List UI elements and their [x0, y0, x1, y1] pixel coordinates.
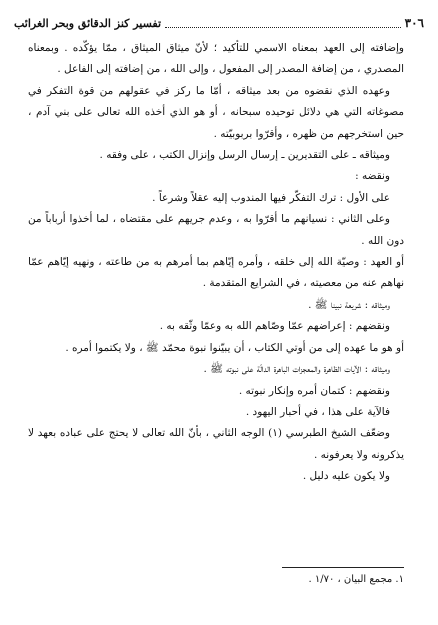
paragraph: ولا يكون عليه دليل .: [302, 470, 390, 483]
paragraph: ونقضهم : كتمان أمره وإنكار نبوته .: [238, 384, 390, 397]
paragraph: وميثاقه ـ على التقديرين ـ إرسال الرسل وإنزال الكتب ، على وفقه .: [99, 149, 390, 162]
paragraph: وعهده الذي نقضوه من بعد ميثاقه ، أمّا ما ركز في عقولهم من قوة التفكر في مصوغاته التي هي دلائل توحيده سبحانه ، أو هو الذي أخذه الله تعالى على بني آدم ، حين استخرجهم من ظهره ، وأقرّوا بربوبيّته .: [28, 84, 404, 140]
paragraph: وعلى الثاني : نسيانهم ما أقرّوا به ، وعدم جريهم على مقتضاه ، لما أخذوا أرباباً من دون الله .: [28, 213, 404, 247]
header-dotted-leader: [165, 18, 401, 28]
paragraph: وميثاقه : الآيات الظاهرة والمعجزات الباهرة الدالّة على نبوته ﷺ .: [203, 363, 390, 376]
footnote: ١. مجمع البيان ، ١/٧٠ .: [308, 574, 404, 585]
paragraph: ونقضه :: [355, 170, 390, 183]
main-text: [28, 38, 404, 488]
page-number: ٣٠٦: [404, 16, 424, 30]
footnote-separator: [282, 567, 404, 568]
paragraph: وإضافته إلى العهد بمعناه الاسمي للتأكيد ؛ لأنّ ميثاق الميثاق ، ممّا يؤكّده . وبمعناه المصدري ، من إضافة المصدر إلى المفعول ، وإلى الله ، من إضافته إلى الفاعل .: [28, 42, 404, 76]
paragraph: فالآية على هذا ، في أحبار اليهود .: [245, 405, 390, 418]
running-title: تفسير كنز الدقائق وبحر الغرائب: [14, 16, 162, 30]
page-header: [14, 14, 424, 32]
paragraph: أو العهد : وصيّة الله إلى خلقه ، وأمره إيّاهم بما أمرهم به من طاعته ، ونهيه إيّاهم عمّا نهاهم عنه من معصيته ، في الشرايع المتقدمة .: [28, 256, 404, 290]
paragraph: وميثاقه : شريعة نبينا ﷺ .: [308, 298, 390, 311]
paragraph: أو هو ما عهده إلى من أوتي الكتاب ، أن يبيّنوا نبوة محمّد ﷺ ، ولا يكتموا أمره .: [65, 341, 404, 354]
paragraph: ونقضهم : إعراضهم عمّا وصّاهم الله به وعمّا وثّقه به .: [159, 320, 390, 333]
paragraph: على الأول : ترك التفكّر فيها المندوب إليه عقلاً وشرعاً .: [152, 191, 390, 204]
paragraph: وضعّف الشيخ الطبرسي (١) الوجه الثاني ، بأنّ الله تعالى لا يحتج على عباده بعهد لا يذكرونه ولا يعرفونه .: [28, 427, 404, 461]
